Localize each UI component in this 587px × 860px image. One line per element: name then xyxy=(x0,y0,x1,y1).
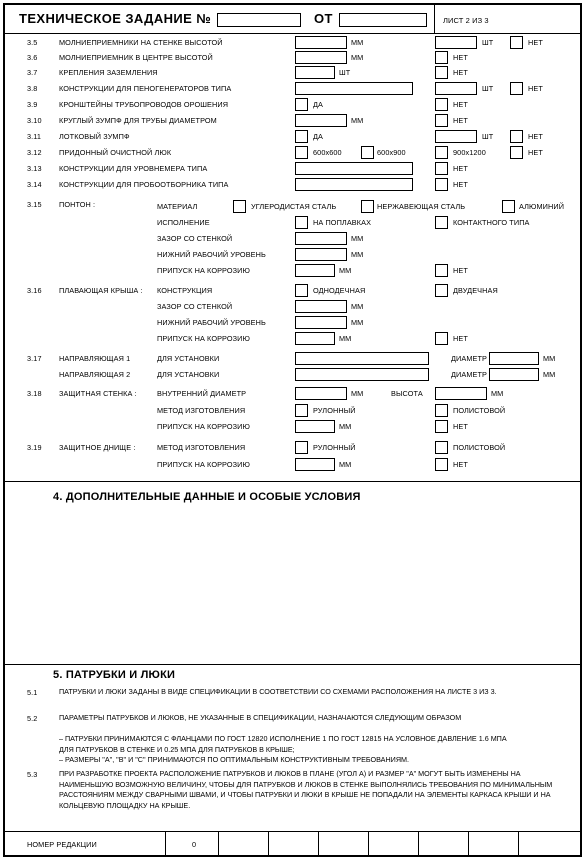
size-600x600-checkbox[interactable] xyxy=(295,146,308,159)
row-label: МОЛНИЕПРИЕМНИК В ЦЕНТРЕ ВЫСОТОЙ xyxy=(59,53,213,62)
row-number: 3.7 xyxy=(27,68,38,77)
unit-label: ММ xyxy=(351,53,364,62)
corrosion-label: ПРИПУСК НА КОРРОЗИЮ xyxy=(157,422,250,431)
section-5-rule xyxy=(5,664,580,665)
no-label: НЕТ xyxy=(453,460,468,469)
unit-label: ШТ xyxy=(482,84,494,93)
corrosion-label: ПРИПУСК НА КОРРОЗИЮ xyxy=(157,460,250,469)
no-checkbox[interactable] xyxy=(510,146,523,159)
type-field[interactable] xyxy=(295,162,413,175)
count-field[interactable] xyxy=(295,66,335,79)
row-label: ПРИДОННЫЙ ОЧИСТНОЙ ЛЮК xyxy=(59,148,172,157)
material-label: МАТЕРИАЛ xyxy=(157,202,198,211)
no-label: НЕТ xyxy=(453,53,468,62)
paragraph-5-2: ПАРАМЕТРЫ ПАТРУБКОВ И ЛЮКОВ, НЕ УКАЗАННЫЕ В СПЕЦИФИКАЦИИ, НАЗНАЧАЮТСЯ СЛЕДУЮЩИМ ОБРАЗОМ xyxy=(59,713,462,722)
contact-type-checkbox[interactable] xyxy=(435,216,448,229)
gap-field[interactable] xyxy=(295,232,347,245)
revision-divider xyxy=(318,831,319,855)
no-label: НЕТ xyxy=(528,84,543,93)
row-label: КРУГЛЫЙ ЗУМПФ ДЛЯ ТРУБЫ ДИАМЕТРОМ xyxy=(59,116,217,125)
row-number: 3.10 xyxy=(27,116,42,125)
paragraph-number: 5.2 xyxy=(27,714,38,723)
option-label: КОНТАКТНОГО ТИПА xyxy=(453,218,530,227)
row-number: 3.15 xyxy=(27,200,42,209)
row-number: 3.19 xyxy=(27,443,42,452)
paragraph-5-2-item-b: – РАЗМЕРЫ "А", "В" И "С" ПРИНИМАЮТСЯ ПО ОПТИМАЛЬНЫМ КОНСТРУКТИВНЫМ ТРЕБОВАНИЯМ. xyxy=(59,755,409,764)
doc-number-field[interactable] xyxy=(217,13,301,27)
no-checkbox[interactable] xyxy=(510,130,523,143)
no-label: НЕТ xyxy=(453,334,468,343)
height-field[interactable] xyxy=(295,51,347,64)
count-field[interactable] xyxy=(435,82,477,95)
unit-label: ММ xyxy=(339,460,352,469)
inner-diameter-label: ВНУТРЕННИЙ ДИАМЕТР xyxy=(157,389,247,398)
option-label: ПОЛИСТОВОЙ xyxy=(453,406,506,415)
no-label: НЕТ xyxy=(453,116,468,125)
corrosion-field[interactable] xyxy=(295,264,335,277)
row-number: 3.6 xyxy=(27,53,38,62)
unit-label: ММ xyxy=(351,250,364,259)
gap-label: ЗАЗОР СО СТЕНКОЙ xyxy=(157,302,233,311)
no-checkbox[interactable] xyxy=(510,36,523,49)
option-label: ДВУДЕЧНАЯ xyxy=(453,286,498,295)
size-label: 600x900 xyxy=(377,148,406,157)
unit-label: ММ xyxy=(543,370,556,379)
level-label: НИЖНИЙ РАБОЧИЙ УРОВЕНЬ xyxy=(157,250,266,259)
diameter-field[interactable] xyxy=(295,114,347,127)
option-label: НЕРЖАВЕЮЩАЯ СТАЛЬ xyxy=(377,202,466,211)
diameter-label: ДИАМЕТР xyxy=(451,370,488,379)
option-label: ОДНОДЕЧНАЯ xyxy=(313,286,366,295)
revision-divider xyxy=(165,831,166,855)
unit-label: ММ xyxy=(351,116,364,125)
method-label: МЕТОД ИЗГОТОВЛЕНИЯ xyxy=(157,443,246,452)
row-label: ЛОТКОВЫЙ ЗУМПФ xyxy=(59,132,130,141)
no-checkbox[interactable] xyxy=(435,162,448,175)
sheet-checkbox[interactable] xyxy=(435,404,448,417)
row-label: МОЛНИЕПРИЕМНИКИ НА СТЕНКЕ ВЫСОТОЙ xyxy=(59,38,223,47)
unit-label: ШТ xyxy=(482,38,494,47)
section-5-title: 5. ПАТРУБКИ И ЛЮКИ xyxy=(53,669,176,681)
gap-field[interactable] xyxy=(295,300,347,313)
no-checkbox[interactable] xyxy=(510,82,523,95)
yes-checkbox[interactable] xyxy=(295,130,308,143)
option-label: НА ПОПЛАВКАХ xyxy=(313,218,372,227)
row-label: КОНСТРУКЦИИ ДЛЯ ПЕНОГЕНЕРАТОРОВ ТИПА xyxy=(59,84,232,93)
no-label: НЕТ xyxy=(453,68,468,77)
unit-label: ММ xyxy=(491,389,504,398)
install-label: ДЛЯ УСТАНОВКИ xyxy=(157,370,220,379)
no-checkbox[interactable] xyxy=(435,420,448,433)
row-number: 3.14 xyxy=(27,180,42,189)
count-field[interactable] xyxy=(435,130,477,143)
diameter-label: ДИАМЕТР xyxy=(451,354,488,363)
construction-label: КОНСТРУКЦИЯ xyxy=(157,286,213,295)
no-label: НЕТ xyxy=(453,422,468,431)
no-checkbox[interactable] xyxy=(435,264,448,277)
stainless-steel-checkbox[interactable] xyxy=(361,200,374,213)
rolled-checkbox[interactable] xyxy=(295,441,308,454)
rolled-checkbox[interactable] xyxy=(295,404,308,417)
size-600x900-checkbox[interactable] xyxy=(361,146,374,159)
gap-label: ЗАЗОР СО СТЕНКОЙ xyxy=(157,234,233,243)
type-field[interactable] xyxy=(295,178,413,191)
level-field[interactable] xyxy=(295,248,347,261)
row-label: КРОНШТЕЙНЫ ТРУБОПРОВОДОВ ОРОШЕНИЯ xyxy=(59,100,229,109)
guide-2-label: НАПРАВЛЯЮЩАЯ 2 xyxy=(59,370,131,379)
corrosion-field[interactable] xyxy=(295,420,335,433)
double-deck-checkbox[interactable] xyxy=(435,284,448,297)
no-checkbox[interactable] xyxy=(435,51,448,64)
type-field[interactable] xyxy=(295,82,413,95)
option-label: АЛЮМИНИЙ xyxy=(519,202,565,211)
section-label: ЗАЩИТНОЕ ДНИЩЕ : xyxy=(59,443,136,452)
row-label: КРЕПЛЕНИЯ ЗАЗЕМЛЕНИЯ xyxy=(59,68,158,77)
unit-label: ММ xyxy=(351,38,364,47)
height-field[interactable] xyxy=(295,36,347,49)
paragraph-5-3: ПРИ РАЗРАБОТКЕ ПРОЕКТА РАСПОЛОЖЕНИЕ ПАТРУБКОВ И ЛЮКОВ В ПЛАНЕ (УГОЛ Α) И РАЗМЕР "А" МОГУТ БЫТЬ ИЗМЕНЕНЫ НА НАИМЕНЬШУЮ ВОЗМОЖНУЮ ВЕЛИЧИНУ, ЧТОБЫ ДЛЯ ПАТРУБКОВ И ЛЮКОВ В СТЕНКЕ ВЫПОЛНЯЛИСЬ ТРЕБОВАНИЯ ПО МИНИМАЛЬНЫМ РАССТОЯНИЯМ МЕЖДУ СВАРНЫМИ ШВАМИ, И ЧТОБЫ ПАТРУБКИ И ЛЮКИ В КРЫШЕ НЕ ПОПАДАЛИ НА ЭЛЕМЕНТЫ КАРКАСА КРЫШИ И НА КОЛЬЦЕВУЮ ПЛОЩАДКУ НА КРЫШЕ. xyxy=(59,769,553,810)
height-field[interactable] xyxy=(435,387,487,400)
option-label: РУЛОННЫЙ xyxy=(313,406,356,415)
level-field[interactable] xyxy=(295,316,347,329)
no-checkbox[interactable] xyxy=(435,66,448,79)
guide-1-install-field[interactable] xyxy=(295,352,429,365)
row-number: 3.11 xyxy=(27,132,42,141)
revision-label: НОМЕР РЕДАКЦИИ xyxy=(27,840,97,849)
section-label: ПЛАВАЮЩАЯ КРЫША : xyxy=(59,286,143,295)
paragraph-5-2-item-a: – ПАТРУБКИ ПРИНИМАЮТСЯ С ФЛАНЦАМИ ПО ГОСТ 12820 ИСПОЛНЕНИЕ 1 ПО ГОСТ 12815 НА УСЛОВНОЕ ДАВЛЕНИЕ 1.6 МПА ДЛЯ ПАТРУБКОВ В СТЕНКЕ И 0.25 МПА ДЛЯ ПАТРУБКОВ В КРЫШЕ; xyxy=(59,734,507,754)
doc-date-field[interactable] xyxy=(339,13,427,27)
revision-divider xyxy=(268,831,269,855)
sheet-checkbox[interactable] xyxy=(435,441,448,454)
revision-divider xyxy=(468,831,469,855)
aluminium-checkbox[interactable] xyxy=(502,200,515,213)
no-checkbox[interactable] xyxy=(435,114,448,127)
unit-label: ММ xyxy=(351,318,364,327)
section-label: ПОНТОН : xyxy=(59,200,96,209)
size-900x1200-checkbox[interactable] xyxy=(435,146,448,159)
no-checkbox[interactable] xyxy=(435,458,448,471)
no-label: НЕТ xyxy=(453,266,468,275)
inner-diameter-field[interactable] xyxy=(295,387,347,400)
no-checkbox[interactable] xyxy=(435,98,448,111)
no-checkbox[interactable] xyxy=(435,332,448,345)
single-deck-checkbox[interactable] xyxy=(295,284,308,297)
revision-value: 0 xyxy=(192,840,197,849)
from-label: ОТ xyxy=(314,11,333,26)
corrosion-field[interactable] xyxy=(295,458,335,471)
row-number: 3.5 xyxy=(27,38,38,47)
paragraph-number: 5.3 xyxy=(27,770,38,779)
guide-2-install-field[interactable] xyxy=(295,368,429,381)
additional-data-area[interactable] xyxy=(15,507,570,657)
level-label: НИЖНИЙ РАБОЧИЙ УРОВЕНЬ xyxy=(157,318,266,327)
section-4-title: 4. ДОПОЛНИТЕЛЬНЫЕ ДАННЫЕ И ОСОБЫЕ УСЛОВИЯ xyxy=(53,491,361,503)
unit-label: ШТ xyxy=(339,68,351,77)
row-number: 3.17 xyxy=(27,354,42,363)
row-number: 3.9 xyxy=(27,100,38,109)
unit-label: ММ xyxy=(351,234,364,243)
no-label: НЕТ xyxy=(453,180,468,189)
size-label: 900x1200 xyxy=(453,148,486,157)
header-divider xyxy=(434,5,435,33)
sheet-label: ЛИСТ 2 ИЗ 3 xyxy=(443,16,489,25)
row-number: 3.8 xyxy=(27,84,38,93)
method-label: МЕТОД ИЗГОТОВЛЕНИЯ xyxy=(157,406,246,415)
corrosion-field[interactable] xyxy=(295,332,335,345)
row-number: 3.13 xyxy=(27,164,42,173)
execution-label: ИСПОЛНЕНИЕ xyxy=(157,218,210,227)
row-number: 3.12 xyxy=(27,148,42,157)
floats-checkbox[interactable] xyxy=(295,216,308,229)
yes-label: ДА xyxy=(313,100,324,109)
paragraph-5-1: ПАТРУБКИ И ЛЮКИ ЗАДАНЫ В ВИДЕ СПЕЦИФИКАЦИИ В СООТВЕТСТВИИ СО СХЕМАМИ РАСПОЛОЖЕНИЯ НА ЛИСТЕ 3 ИЗ 3. xyxy=(59,687,497,696)
unit-label: ММ xyxy=(351,302,364,311)
unit-label: ММ xyxy=(339,422,352,431)
footer-rule xyxy=(5,831,580,832)
form-title: ТЕХНИЧЕСКОЕ ЗАДАНИЕ № xyxy=(19,11,212,26)
paragraph-number: 5.1 xyxy=(27,688,38,697)
no-label: НЕТ xyxy=(528,148,543,157)
unit-label: ШТ xyxy=(482,132,494,141)
carbon-steel-checkbox[interactable] xyxy=(233,200,246,213)
unit-label: ММ xyxy=(339,266,352,275)
guide-1-diameter-field[interactable] xyxy=(489,352,539,365)
yes-label: ДА xyxy=(313,132,324,141)
revision-divider xyxy=(518,831,519,855)
section-label: ЗАЩИТНАЯ СТЕНКА : xyxy=(59,389,137,398)
revision-divider xyxy=(368,831,369,855)
row-number: 3.16 xyxy=(27,286,42,295)
no-label: НЕТ xyxy=(528,132,543,141)
count-field[interactable] xyxy=(435,36,477,49)
corrosion-label: ПРИПУСК НА КОРРОЗИЮ xyxy=(157,266,250,275)
row-label: КОНСТРУКЦИИ ДЛЯ ПРОБООТБОРНИКА ТИПА xyxy=(59,180,229,189)
install-label: ДЛЯ УСТАНОВКИ xyxy=(157,354,220,363)
no-label: НЕТ xyxy=(528,38,543,47)
yes-checkbox[interactable] xyxy=(295,98,308,111)
form-sheet xyxy=(3,3,582,857)
no-label: НЕТ xyxy=(453,100,468,109)
option-label: ПОЛИСТОВОЙ xyxy=(453,443,506,452)
revision-divider xyxy=(418,831,419,855)
row-number: 3.18 xyxy=(27,389,42,398)
height-label: ВЫСОТА xyxy=(391,389,423,398)
guide-2-diameter-field[interactable] xyxy=(489,368,539,381)
section-4-rule xyxy=(5,481,580,482)
no-label: НЕТ xyxy=(453,164,468,173)
corrosion-label: ПРИПУСК НА КОРРОЗИЮ xyxy=(157,334,250,343)
unit-label: ММ xyxy=(543,354,556,363)
guide-1-label: НАПРАВЛЯЮЩАЯ 1 xyxy=(59,354,131,363)
option-label: РУЛОННЫЙ xyxy=(313,443,356,452)
unit-label: ММ xyxy=(339,334,352,343)
unit-label: ММ xyxy=(351,389,364,398)
option-label: УГЛЕРОДИСТАЯ СТАЛЬ xyxy=(251,202,337,211)
revision-divider xyxy=(218,831,219,855)
size-label: 600x600 xyxy=(313,148,342,157)
header-rule xyxy=(5,33,580,34)
no-checkbox[interactable] xyxy=(435,178,448,191)
row-label: КОНСТРУКЦИИ ДЛЯ УРОВНЕМЕРА ТИПА xyxy=(59,164,208,173)
